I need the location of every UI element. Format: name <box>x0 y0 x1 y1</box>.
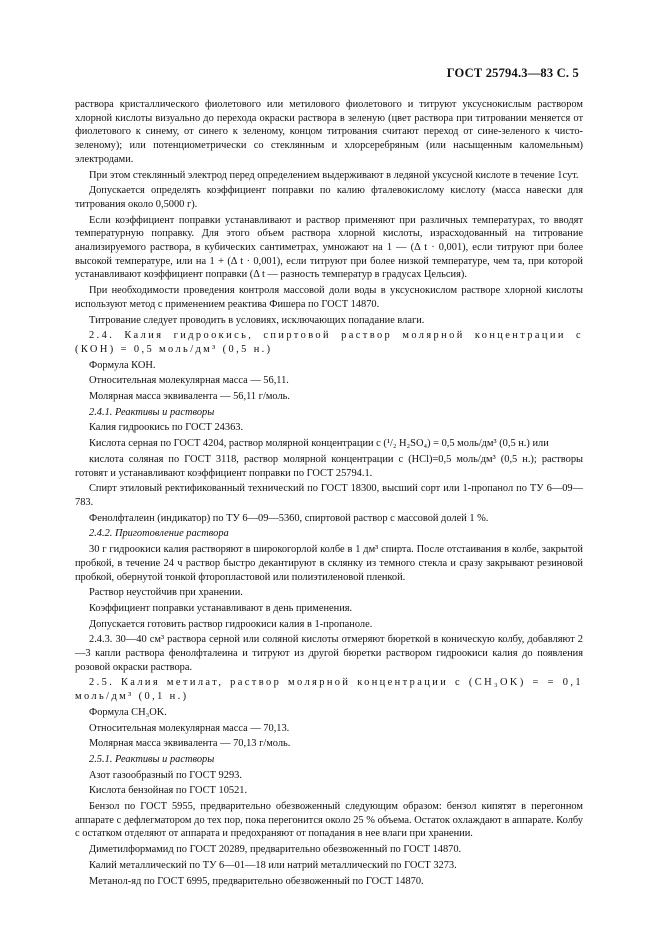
paragraph: Относительная молекулярная масса — 56,11. <box>89 375 289 387</box>
subsection-heading-2-4-2 <box>75 527 583 541</box>
paragraph: Молярная масса эквивалента — 56,11 г/моль. <box>89 391 290 403</box>
section-heading-2-4: 2.4. Калия гидроокись, спиртовой раствор молярной концентрации c (КОН) = 0,5 моль/дм³ (0,5 н.) <box>75 330 583 355</box>
paragraph: Азот газообразный по ГОСТ 9293. <box>89 769 242 781</box>
paragraph: Фенолфталеин (индикатор) по ТУ 6—09—5360, спиртовой раствор с массовой долей 1 %. <box>89 512 489 524</box>
document-body <box>75 98 583 890</box>
paragraph: Метанол-яд по ГОСТ 6995, предварительно обезвоженный по ГОСТ 14870. <box>89 875 424 887</box>
paragraph: При этом стеклянный электрод перед определением выдерживают в ледяной уксусной кислоте в течение 1сут. <box>89 169 579 181</box>
paragraph: Допускается готовить раствор гидроокиси калия в 1-пропаноле. <box>89 618 373 630</box>
page-header: ГОСТ 25794.3—83 С. 5 <box>446 66 579 80</box>
paragraph: Допускается определять коэффициент поправки по калию фталевокислому кислоту (масса навески для титрования около 0,5000 г). <box>75 185 583 210</box>
paragraph: 30 г гидроокиси калия растворяют в широкогорлой колбе в 1 дм³ спирта. После отстаивания в колбе, закрытой пробкой, в течение 24 ч раствор быстро декантируют в склянку из темного стекла и сразу закрывают резиновой пробкой, обернутой тонкой фторопластовой или полиэтиленовой пленкой. <box>75 544 583 583</box>
paragraph: Диметилформамид по ГОСТ 20289, предварительно обезвоженный по ГОСТ 14870. <box>89 844 462 856</box>
paragraph: Бензол по ГОСТ 5955, предварительно обезвоженный следующим образом: бензол кипятят в перегонном аппарате с дефлегматором до тех пор, пока перегонится около 25 % объема. Остаток охлаждают в аппарате. Колбу с остатком отделяют от аппарата и предохраняют от попадания в нее влаги при хранении. <box>75 801 583 840</box>
paragraph: Относительная молекулярная масса — 70,13. <box>89 722 290 734</box>
paragraph: Калия гидроокись по ГОСТ 24363. <box>89 422 244 434</box>
paragraph: Спирт этиловый ректификованный технический по ГОСТ 18300, высший сорт или 1-пропанол по ТУ 6—09—783. <box>75 483 583 508</box>
paragraph: Формула CH₃OK. <box>89 706 167 718</box>
paragraph: Калий металлический по ТУ 6—01—18 или натрий металлический по ГОСТ 3273. <box>89 859 457 871</box>
subsection-heading-text: 2.4.2. Приготовление раствора <box>89 528 229 540</box>
paragraph: кислота соляная по ГОСТ 3118, раствор молярной концентрации c (HCl)=0,5 моль/дм³ (0,5 н.); растворы готовят и устанавливают коэффициент поправки по ГОСТ 25794.1. <box>75 453 583 479</box>
paragraph: 2.4.3. 30—40 см³ раствора серной или соляной кислоты отмеряют бюреткой в коническую колбу, добавляют 2—3 капли раствора фенолфталеина и титруют из другой бюретки раствором гидроокиси калия до появления розовой окраски раствора. <box>75 634 583 673</box>
subsection-heading-2-5-1 <box>75 753 583 767</box>
subsection-heading-text: 2.4.1. Реактивы и растворы <box>89 406 215 418</box>
paragraph: Кислота бензойная по ГОСТ 10521. <box>89 785 248 797</box>
section-heading-2-5: 2.5. Калия метилат, раствор молярной концентрации c (CH₃OK) = = 0,1 моль/дм³ (0,1 н.) <box>75 677 583 703</box>
paragraph: Кислота серная по ГОСТ 4204, раствор молярной концентрации c (¹/₂ H₂SO₄) = 0,5 моль/дм³ (0,5 н.) или <box>89 438 549 450</box>
paragraph: раствора кристаллического фиолетового или метилового фиолетового и титруют уксуснокислым раствором хлорной кислоты визуально до перехода окраски раствора в зеленую (цвет раствора при титровании меняется от фиолетового к синему, от синего к зеленому, концом титрования считают переход от сине-зеленого к чисто-зеленому); или потенциометрически со стеклянным и хлорсеребряным (или насыщенным каломельным) электродами. <box>75 99 583 165</box>
paragraph: Титрование следует проводить в условиях, исключающих попадание влаги. <box>89 314 425 326</box>
paragraph: Молярная масса эквивалента — 70,13 г/моль. <box>89 738 291 750</box>
paragraph: Раствор неустойчив при хранении. <box>89 587 243 599</box>
paragraph: Коэффициент поправки устанавливают в день применения. <box>89 602 353 614</box>
paragraph: Формула КОН. <box>89 359 156 371</box>
subsection-heading-text: 2.5.1. Реактивы и растворы <box>89 753 215 765</box>
subsection-heading-2-4-1 <box>75 406 583 420</box>
paragraph: При необходимости проведения контроля массовой доли воды в уксуснокислом растворе хлорной кислоты используют метод с применением реактива Фишера по ГОСТ 14870. <box>75 285 583 310</box>
paragraph: Если коэффициент поправки устанавливают и раствор применяют при различных температурах, то вводят температурную поправку. Для этого объем раствора хлорной кислоты, израсходованный на титрование анализируемого раствора, в кубических сантиметрах, умножают на 1 — (Δ t · 0,001), если титруют при более высокой температуре, или на 1 + (Δ t · 0,001), если титруют при более низкой температуре, чем та, при которой устанавливают коэффициент поправки (Δ t — разность температур в градусах Цельсия). <box>75 214 583 281</box>
